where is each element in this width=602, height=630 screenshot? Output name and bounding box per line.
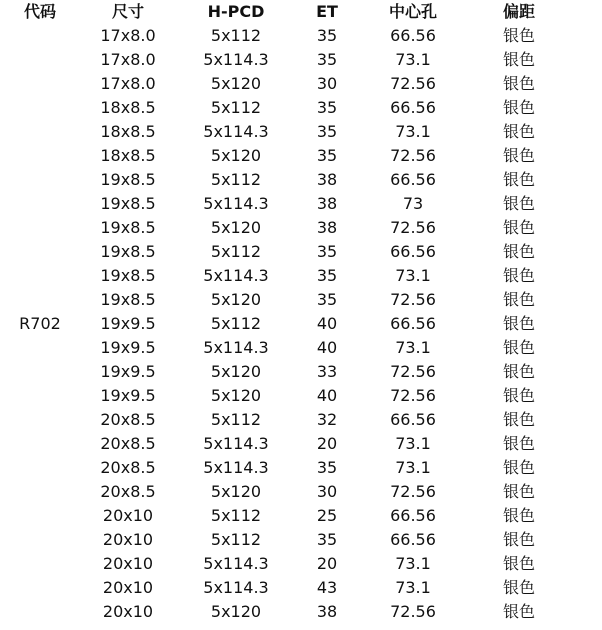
cell-bore: 73.1 [395, 458, 431, 477]
table-row [0, 504, 570, 528]
cell-size: 19x8.5 [100, 266, 156, 285]
cell-et: 35 [316, 50, 338, 69]
cell-et: 35 [316, 26, 338, 45]
cell-pcd: 5x120 [210, 482, 262, 501]
header-bore: 中心孔 [388, 2, 437, 21]
cell-size: 20x10 [102, 602, 154, 621]
cell-bore: 73.1 [395, 578, 431, 597]
cell-offset: 银色 [502, 314, 535, 333]
cell-offset: 银色 [502, 170, 535, 189]
table-row [0, 144, 570, 168]
table-row [0, 576, 570, 600]
cell-bore: 73.1 [395, 266, 431, 285]
cell-pcd: 5x114.3 [203, 434, 269, 453]
cell-et: 40 [316, 338, 338, 357]
cell-offset: 银色 [502, 578, 535, 597]
cell-et: 38 [316, 218, 338, 237]
table-row [0, 360, 570, 384]
cell-et: 35 [316, 458, 338, 477]
cell-offset: 银色 [502, 506, 535, 525]
model-code-cell: R702 [19, 314, 61, 333]
cell-offset: 银色 [502, 26, 535, 45]
cell-et: 30 [316, 482, 338, 501]
cell-bore: 73.1 [395, 434, 431, 453]
table-row [0, 456, 570, 480]
cell-bore: 73.1 [395, 554, 431, 573]
cell-et: 20 [316, 434, 338, 453]
cell-bore: 66.56 [390, 410, 436, 429]
cell-size: 18x8.5 [100, 146, 156, 165]
table-row [0, 480, 570, 504]
cell-size: 18x8.5 [100, 122, 156, 141]
table-row [0, 600, 570, 624]
cell-pcd: 5x120 [210, 386, 262, 405]
table-row [0, 168, 570, 192]
cell-pcd: 5x114.3 [203, 458, 269, 477]
cell-bore: 66.56 [390, 506, 436, 525]
cell-size: 19x8.5 [100, 290, 156, 309]
cell-bore: 72.56 [390, 290, 436, 309]
cell-size: 20x10 [102, 554, 154, 573]
table-body [0, 24, 570, 624]
cell-pcd: 5x112 [210, 314, 262, 333]
cell-size: 19x8.5 [100, 242, 156, 261]
cell-et: 40 [316, 314, 338, 333]
cell-bore: 66.56 [390, 170, 436, 189]
cell-pcd: 5x120 [210, 146, 262, 165]
cell-size: 20x10 [102, 506, 154, 525]
cell-pcd: 5x120 [210, 218, 262, 237]
header-offset: 偏距 [502, 2, 535, 21]
cell-offset: 银色 [502, 74, 535, 93]
cell-bore: 73.1 [395, 122, 431, 141]
cell-offset: 银色 [502, 410, 535, 429]
table-row [0, 240, 570, 264]
cell-et: 38 [316, 194, 338, 213]
cell-offset: 银色 [502, 554, 535, 573]
cell-bore: 72.56 [390, 218, 436, 237]
cell-pcd: 5x112 [210, 98, 262, 117]
cell-et: 30 [316, 74, 338, 93]
cell-et: 43 [316, 578, 338, 597]
cell-offset: 银色 [502, 434, 535, 453]
cell-size: 20x8.5 [100, 482, 156, 501]
cell-bore: 72.56 [390, 362, 436, 381]
cell-et: 35 [316, 266, 338, 285]
table-row [0, 264, 570, 288]
cell-pcd: 5x120 [210, 362, 262, 381]
cell-et: 35 [316, 146, 338, 165]
cell-size: 19x9.5 [100, 386, 156, 405]
cell-et: 35 [316, 530, 338, 549]
cell-size: 20x8.5 [100, 434, 156, 453]
cell-bore: 72.56 [390, 146, 436, 165]
table-row [0, 216, 570, 240]
cell-size: 20x8.5 [100, 458, 156, 477]
cell-size: 20x10 [102, 578, 154, 597]
header-code: 代码 [23, 2, 56, 21]
cell-pcd: 5x112 [210, 410, 262, 429]
cell-bore: 66.56 [390, 314, 436, 333]
table-row [0, 24, 570, 48]
cell-bore: 66.56 [390, 242, 436, 261]
cell-size: 17x8.0 [100, 74, 156, 93]
cell-bore: 73 [402, 194, 424, 213]
cell-size: 17x8.0 [100, 26, 156, 45]
table-row [0, 120, 570, 144]
cell-bore: 72.56 [390, 602, 436, 621]
cell-offset: 银色 [502, 458, 535, 477]
cell-pcd: 5x114.3 [203, 194, 269, 213]
header-size: 尺寸 [111, 2, 144, 21]
cell-size: 17x8.0 [100, 50, 156, 69]
table-row [0, 552, 570, 576]
cell-et: 35 [316, 122, 338, 141]
cell-size: 19x9.5 [100, 314, 156, 333]
cell-pcd: 5x120 [210, 74, 262, 93]
cell-bore: 73.1 [395, 50, 431, 69]
cell-size: 19x8.5 [100, 194, 156, 213]
table-row [0, 408, 570, 432]
cell-pcd: 5x114.3 [203, 122, 269, 141]
cell-size: 19x9.5 [100, 362, 156, 381]
cell-et: 33 [316, 362, 338, 381]
cell-offset: 银色 [502, 338, 535, 357]
cell-offset: 银色 [502, 218, 535, 237]
cell-pcd: 5x114.3 [203, 266, 269, 285]
cell-size: 19x8.5 [100, 170, 156, 189]
cell-pcd: 5x112 [210, 506, 262, 525]
cell-size: 18x8.5 [100, 98, 156, 117]
cell-pcd: 5x120 [210, 290, 262, 309]
cell-pcd: 5x114.3 [203, 50, 269, 69]
table-row [0, 48, 570, 72]
cell-offset: 银色 [502, 266, 535, 285]
cell-pcd: 5x114.3 [203, 338, 269, 357]
cell-bore: 73.1 [395, 338, 431, 357]
table-row [0, 432, 570, 456]
cell-bore: 72.56 [390, 386, 436, 405]
cell-et: 20 [316, 554, 338, 573]
cell-bore: 72.56 [390, 74, 436, 93]
header-row [0, 0, 570, 24]
table-row [0, 72, 570, 96]
cell-size: 20x10 [102, 530, 154, 549]
cell-et: 35 [316, 242, 338, 261]
cell-et: 32 [316, 410, 338, 429]
cell-et: 25 [316, 506, 338, 525]
cell-size: 19x8.5 [100, 218, 156, 237]
cell-offset: 银色 [502, 50, 535, 69]
cell-pcd: 5x112 [210, 26, 262, 45]
cell-offset: 银色 [502, 386, 535, 405]
table-row [0, 192, 570, 216]
cell-pcd: 5x112 [210, 530, 262, 549]
cell-et: 38 [316, 170, 338, 189]
table-row [0, 336, 570, 360]
cell-offset: 银色 [502, 482, 535, 501]
table-row [0, 96, 570, 120]
cell-pcd: 5x114.3 [203, 554, 269, 573]
header-pcd: H-PCD [207, 2, 265, 21]
cell-offset: 银色 [502, 122, 535, 141]
table-row [0, 312, 570, 336]
cell-pcd: 5x120 [210, 602, 262, 621]
cell-size: 19x9.5 [100, 338, 156, 357]
header-et: ET [316, 2, 338, 21]
cell-offset: 银色 [502, 530, 535, 549]
cell-offset: 银色 [502, 194, 535, 213]
cell-pcd: 5x112 [210, 242, 262, 261]
cell-bore: 66.56 [390, 98, 436, 117]
table-row [0, 384, 570, 408]
cell-et: 40 [316, 386, 338, 405]
cell-bore: 66.56 [390, 530, 436, 549]
cell-offset: 银色 [502, 602, 535, 621]
cell-offset: 银色 [502, 98, 535, 117]
cell-et: 38 [316, 602, 338, 621]
cell-offset: 银色 [502, 362, 535, 381]
cell-size: 20x8.5 [100, 410, 156, 429]
cell-et: 35 [316, 98, 338, 117]
cell-et: 35 [316, 290, 338, 309]
cell-offset: 银色 [502, 290, 535, 309]
cell-bore: 66.56 [390, 26, 436, 45]
cell-offset: 银色 [502, 242, 535, 261]
cell-pcd: 5x112 [210, 170, 262, 189]
cell-offset: 银色 [502, 146, 535, 165]
table-row [0, 288, 570, 312]
table-row [0, 528, 570, 552]
cell-pcd: 5x114.3 [203, 578, 269, 597]
cell-bore: 72.56 [390, 482, 436, 501]
